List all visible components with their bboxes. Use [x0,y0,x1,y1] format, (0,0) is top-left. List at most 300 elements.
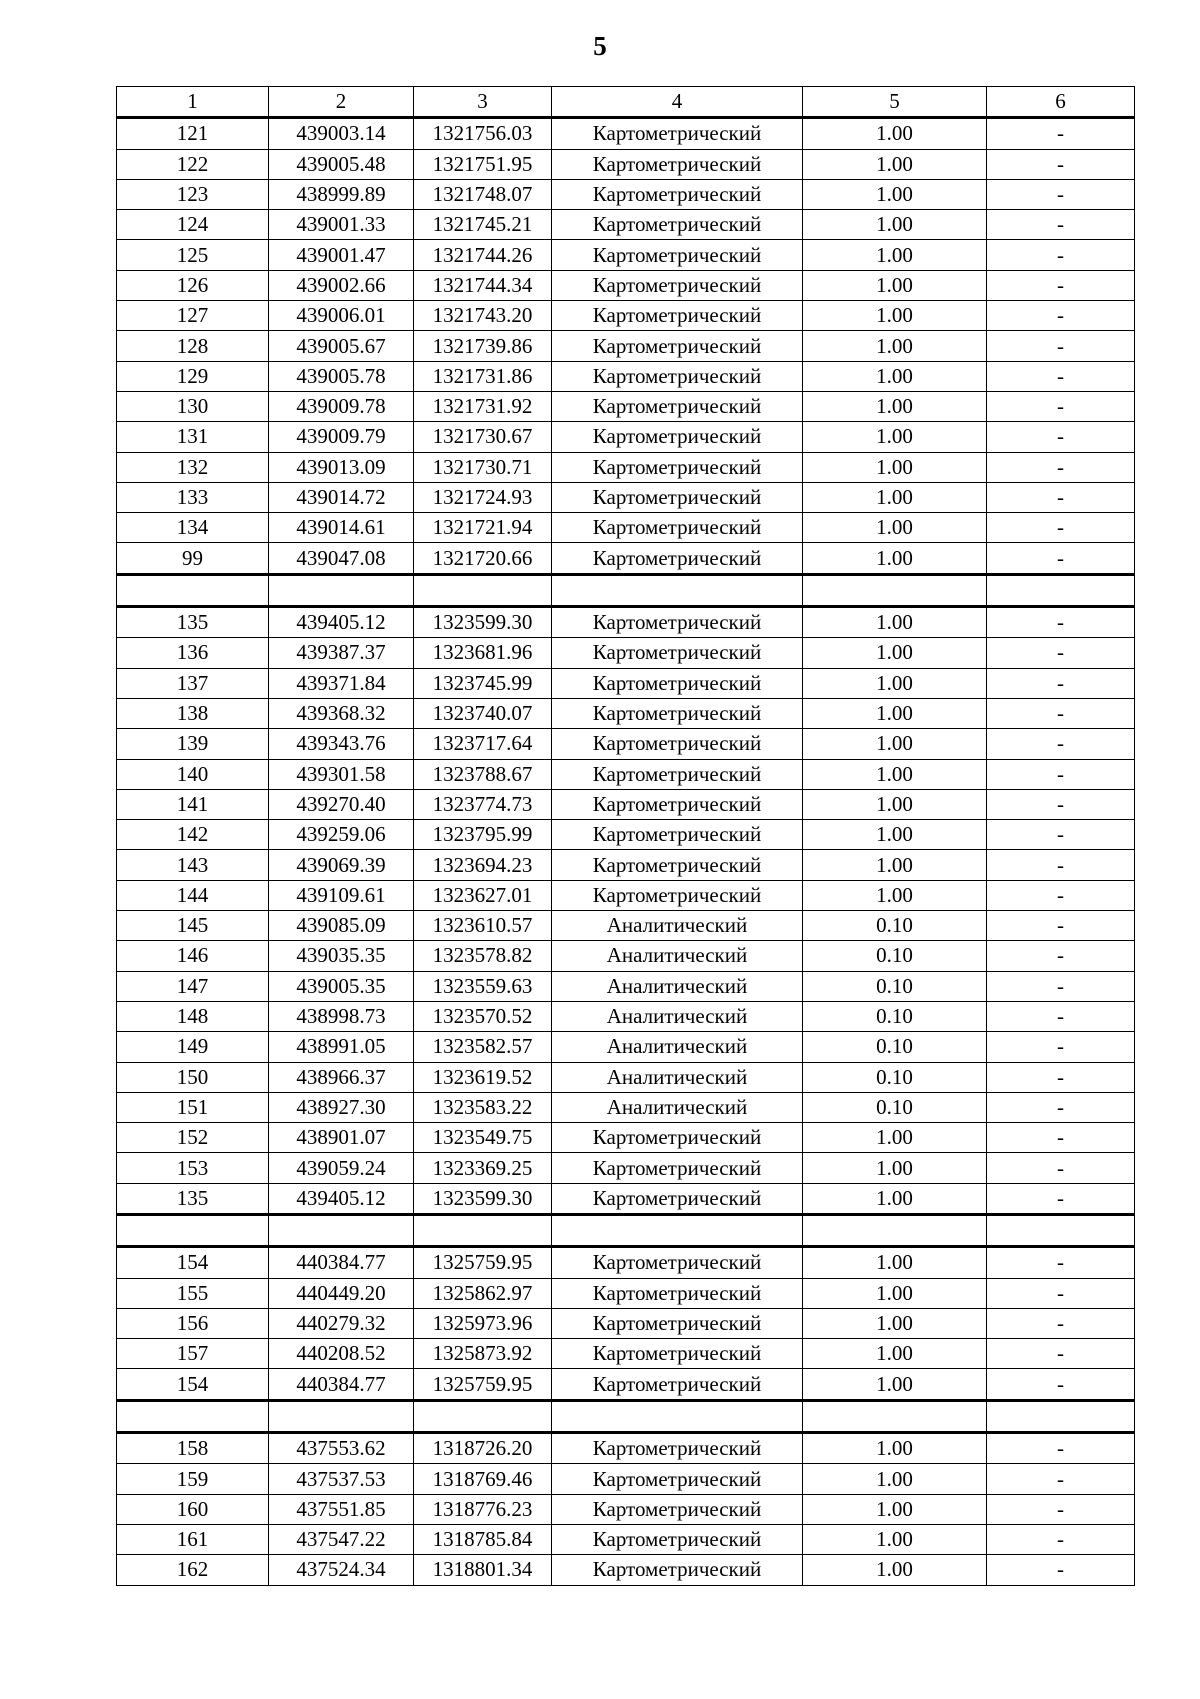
accuracy-cell: 1.00 [803,361,987,391]
method-cell: Картометрический [552,1339,803,1369]
accuracy-cell: 1.00 [803,240,987,270]
method-cell: Картометрический [552,118,803,149]
y-coordinate-cell: 1323774.73 [414,789,552,819]
x-coordinate-cell: 439259.06 [269,820,414,850]
x-coordinate-cell [269,1400,414,1432]
table-row [117,331,1135,361]
point-number-cell: 148 [117,1001,269,1031]
x-coordinate-cell: 439009.79 [269,422,414,452]
accuracy-cell: 1.00 [803,820,987,850]
method-cell: Картометрический [552,1123,803,1153]
point-number-cell: 139 [117,729,269,759]
table-row [117,482,1135,512]
method-cell: Картометрический [552,543,803,574]
method-cell: Картометрический [552,698,803,728]
y-coordinate-cell: 1325873.92 [414,1339,552,1369]
description-cell: - [987,1092,1135,1122]
accuracy-cell: 1.00 [803,422,987,452]
description-cell: - [987,361,1135,391]
point-number-cell: 122 [117,149,269,179]
point-number-cell: 141 [117,789,269,819]
y-coordinate-cell: 1325759.95 [414,1247,552,1278]
point-number-cell: 151 [117,1092,269,1122]
table-row [117,1153,1135,1183]
coordinates-table-body [117,87,1135,1586]
y-coordinate-cell: 1321730.71 [414,452,552,482]
y-coordinate-cell: 1321751.95 [414,149,552,179]
accuracy-cell: 1.00 [803,301,987,331]
y-coordinate-cell: 1321744.26 [414,240,552,270]
description-cell: - [987,850,1135,880]
accuracy-cell: 1.00 [803,1464,987,1494]
description-cell: - [987,1555,1135,1585]
accuracy-cell: 1.00 [803,729,987,759]
point-number-cell: 138 [117,698,269,728]
header-cell: 4 [552,87,803,118]
description-cell: - [987,698,1135,728]
description-cell: - [987,789,1135,819]
y-coordinate-cell: 1323599.30 [414,1183,552,1214]
method-cell: Аналитический [552,941,803,971]
accuracy-cell: 1.00 [803,1278,987,1308]
method-cell: Аналитический [552,911,803,941]
accuracy-cell: 0.10 [803,1062,987,1092]
method-cell: Аналитический [552,1062,803,1092]
point-number-cell: 136 [117,638,269,668]
description-cell: - [987,422,1135,452]
accuracy-cell: 1.00 [803,149,987,179]
y-coordinate-cell: 1323745.99 [414,668,552,698]
x-coordinate-cell: 438998.73 [269,1001,414,1031]
method-cell: Аналитический [552,1001,803,1031]
x-coordinate-cell [269,574,414,606]
x-coordinate-cell: 439368.32 [269,698,414,728]
point-number-cell: 127 [117,301,269,331]
accuracy-cell: 1.00 [803,1247,987,1278]
table-row [117,607,1135,638]
x-coordinate-cell: 439069.39 [269,850,414,880]
table-row [117,911,1135,941]
accuracy-cell: 1.00 [803,1494,987,1524]
table-row [117,149,1135,179]
point-number-cell: 129 [117,361,269,391]
description-cell: - [987,971,1135,1001]
method-cell: Картометрический [552,301,803,331]
accuracy-cell: 1.00 [803,638,987,668]
accuracy-cell: 0.10 [803,1032,987,1062]
y-coordinate-cell: 1318726.20 [414,1433,552,1464]
table-row [117,698,1135,728]
accuracy-cell: 1.00 [803,1123,987,1153]
point-number-cell: 140 [117,759,269,789]
method-cell: Картометрический [552,1247,803,1278]
point-number-cell: 161 [117,1524,269,1554]
x-coordinate-cell: 439035.35 [269,941,414,971]
point-number-cell: 146 [117,941,269,971]
description-cell: - [987,240,1135,270]
accuracy-cell: 1.00 [803,270,987,300]
y-coordinate-cell: 1323549.75 [414,1123,552,1153]
method-cell: Картометрический [552,1494,803,1524]
y-coordinate-cell: 1321756.03 [414,118,552,149]
description-cell: - [987,1308,1135,1338]
coordinates-table [116,86,1135,1586]
accuracy-cell: 1.00 [803,1308,987,1338]
accuracy-cell: 1.00 [803,1183,987,1214]
x-coordinate-cell: 437524.34 [269,1555,414,1585]
accuracy-cell: 1.00 [803,391,987,421]
x-coordinate-cell: 437547.22 [269,1524,414,1554]
point-number-cell: 154 [117,1247,269,1278]
description-cell: - [987,607,1135,638]
y-coordinate-cell: 1321731.92 [414,391,552,421]
table-row [117,118,1135,149]
accuracy-cell: 1.00 [803,1555,987,1585]
point-number-cell: 158 [117,1433,269,1464]
method-cell: Картометрический [552,1464,803,1494]
method-cell: Картометрический [552,482,803,512]
accuracy-cell: 0.10 [803,1001,987,1031]
description-cell: - [987,668,1135,698]
point-number-cell: 99 [117,543,269,574]
x-coordinate-cell [269,1214,414,1246]
accuracy-cell: 1.00 [803,1433,987,1464]
point-number-cell: 154 [117,1369,269,1400]
table-row [117,210,1135,240]
method-cell: Картометрический [552,607,803,638]
y-coordinate-cell: 1325973.96 [414,1308,552,1338]
table-row [117,1464,1135,1494]
table-header-row [117,87,1135,118]
accuracy-cell: 1.00 [803,607,987,638]
accuracy-cell [803,1400,987,1432]
method-cell: Картометрический [552,270,803,300]
accuracy-cell: 0.10 [803,1092,987,1122]
y-coordinate-cell: 1323599.30 [414,607,552,638]
accuracy-cell: 1.00 [803,210,987,240]
description-cell: - [987,513,1135,543]
x-coordinate-cell: 439003.14 [269,118,414,149]
point-number-cell: 160 [117,1494,269,1524]
accuracy-cell: 1.00 [803,1369,987,1400]
point-number-cell [117,1214,269,1246]
accuracy-cell: 1.00 [803,482,987,512]
point-number-cell: 152 [117,1123,269,1153]
table-row [117,638,1135,668]
point-number-cell: 150 [117,1062,269,1092]
description-cell: - [987,1339,1135,1369]
description-cell: - [987,1247,1135,1278]
accuracy-cell: 1.00 [803,331,987,361]
description-cell: - [987,1001,1135,1031]
method-cell: Картометрический [552,240,803,270]
point-number-cell: 142 [117,820,269,850]
table-row [117,759,1135,789]
description-cell: - [987,391,1135,421]
x-coordinate-cell: 439009.78 [269,391,414,421]
table-row [117,789,1135,819]
table-row [117,240,1135,270]
accuracy-cell: 0.10 [803,941,987,971]
x-coordinate-cell: 438966.37 [269,1062,414,1092]
x-coordinate-cell: 439405.12 [269,607,414,638]
method-cell [552,1400,803,1432]
accuracy-cell [803,574,987,606]
y-coordinate-cell: 1323694.23 [414,850,552,880]
description-cell: - [987,941,1135,971]
y-coordinate-cell: 1321739.86 [414,331,552,361]
header-cell: 3 [414,87,552,118]
table-row [117,452,1135,482]
y-coordinate-cell: 1323582.57 [414,1032,552,1062]
method-cell: Картометрический [552,1433,803,1464]
point-number-cell: 125 [117,240,269,270]
x-coordinate-cell: 437553.62 [269,1433,414,1464]
point-number-cell: 145 [117,911,269,941]
x-coordinate-cell: 439013.09 [269,452,414,482]
y-coordinate-cell: 1321721.94 [414,513,552,543]
description-cell: - [987,331,1135,361]
y-coordinate-cell: 1323795.99 [414,820,552,850]
x-coordinate-cell: 440384.77 [269,1247,414,1278]
x-coordinate-cell: 439270.40 [269,789,414,819]
y-coordinate-cell: 1321724.93 [414,482,552,512]
table-row [117,179,1135,209]
description-cell: - [987,270,1135,300]
y-coordinate-cell [414,574,552,606]
x-coordinate-cell: 439014.61 [269,513,414,543]
description-cell: - [987,1278,1135,1308]
table-row [117,301,1135,331]
x-coordinate-cell: 439005.78 [269,361,414,391]
method-cell: Аналитический [552,1092,803,1122]
table-row [117,422,1135,452]
method-cell: Картометрический [552,361,803,391]
table-row [117,1308,1135,1338]
point-number-cell: 137 [117,668,269,698]
y-coordinate-cell: 1321743.20 [414,301,552,331]
method-cell: Картометрический [552,1153,803,1183]
table-row [117,1524,1135,1554]
description-cell: - [987,543,1135,574]
y-coordinate-cell: 1323681.96 [414,638,552,668]
description-cell: - [987,1524,1135,1554]
table-row [117,1032,1135,1062]
accuracy-cell: 1.00 [803,789,987,819]
y-coordinate-cell: 1323559.63 [414,971,552,1001]
method-cell: Картометрический [552,391,803,421]
point-number-cell: 162 [117,1555,269,1585]
description-cell [987,574,1135,606]
table-row [117,850,1135,880]
y-coordinate-cell: 1323570.52 [414,1001,552,1031]
description-cell: - [987,1494,1135,1524]
x-coordinate-cell: 440208.52 [269,1339,414,1369]
page-number: 5 [593,31,607,61]
y-coordinate-cell: 1323369.25 [414,1153,552,1183]
method-cell: Картометрический [552,759,803,789]
point-number-cell: 143 [117,850,269,880]
point-number-cell: 134 [117,513,269,543]
y-coordinate-cell: 1323578.82 [414,941,552,971]
x-coordinate-cell: 438999.89 [269,179,414,209]
table-row [117,543,1135,574]
table-row [117,391,1135,421]
table-row [117,668,1135,698]
point-number-cell: 121 [117,118,269,149]
method-cell: Картометрический [552,513,803,543]
table-row [117,513,1135,543]
y-coordinate-cell: 1321730.67 [414,422,552,452]
x-coordinate-cell: 439059.24 [269,1153,414,1183]
y-coordinate-cell: 1323610.57 [414,911,552,941]
table-row [117,941,1135,971]
description-cell: - [987,149,1135,179]
accuracy-cell [803,1214,987,1246]
method-cell: Картометрический [552,210,803,240]
accuracy-cell: 1.00 [803,880,987,910]
method-cell: Картометрический [552,1555,803,1585]
point-number-cell: 132 [117,452,269,482]
table-row [117,1339,1135,1369]
accuracy-cell: 1.00 [803,1153,987,1183]
y-coordinate-cell: 1321731.86 [414,361,552,391]
point-number-cell: 149 [117,1032,269,1062]
description-cell: - [987,1433,1135,1464]
table-row [117,1369,1135,1400]
method-cell: Картометрический [552,789,803,819]
x-coordinate-cell: 440384.77 [269,1369,414,1400]
table-row [117,361,1135,391]
y-coordinate-cell: 1318769.46 [414,1464,552,1494]
point-number-cell: 156 [117,1308,269,1338]
method-cell: Картометрический [552,149,803,179]
method-cell: Картометрический [552,331,803,361]
point-number-cell: 135 [117,607,269,638]
description-cell: - [987,880,1135,910]
description-cell: - [987,1369,1135,1400]
method-cell: Картометрический [552,422,803,452]
point-number-cell: 147 [117,971,269,1001]
description-cell: - [987,452,1135,482]
accuracy-cell: 1.00 [803,850,987,880]
y-coordinate-cell: 1323619.52 [414,1062,552,1092]
accuracy-cell: 1.00 [803,513,987,543]
description-cell: - [987,179,1135,209]
y-coordinate-cell: 1325862.97 [414,1278,552,1308]
method-cell: Картометрический [552,179,803,209]
header-cell: 5 [803,87,987,118]
y-coordinate-cell: 1321720.66 [414,543,552,574]
accuracy-cell: 1.00 [803,118,987,149]
method-cell: Аналитический [552,1032,803,1062]
accuracy-cell: 1.00 [803,1524,987,1554]
y-coordinate-cell: 1323740.07 [414,698,552,728]
table-row [117,820,1135,850]
description-cell: - [987,1032,1135,1062]
table-row [117,1247,1135,1278]
x-coordinate-cell: 439005.48 [269,149,414,179]
x-coordinate-cell: 438991.05 [269,1032,414,1062]
x-coordinate-cell: 439301.58 [269,759,414,789]
point-number-cell: 157 [117,1339,269,1369]
accuracy-cell: 1.00 [803,668,987,698]
point-number-cell: 159 [117,1464,269,1494]
x-coordinate-cell: 439005.67 [269,331,414,361]
y-coordinate-cell: 1323627.01 [414,880,552,910]
x-coordinate-cell: 437551.85 [269,1494,414,1524]
x-coordinate-cell: 440279.32 [269,1308,414,1338]
y-coordinate-cell [414,1400,552,1432]
y-coordinate-cell: 1323717.64 [414,729,552,759]
table-row [117,1183,1135,1214]
description-cell: - [987,1183,1135,1214]
accuracy-cell: 1.00 [803,179,987,209]
method-cell: Картометрический [552,1369,803,1400]
table-row [117,1278,1135,1308]
y-coordinate-cell: 1325759.95 [414,1369,552,1400]
description-cell: - [987,482,1135,512]
point-number-cell: 131 [117,422,269,452]
accuracy-cell: 0.10 [803,971,987,1001]
y-coordinate-cell: 1321745.21 [414,210,552,240]
method-cell: Картометрический [552,729,803,759]
accuracy-cell: 1.00 [803,759,987,789]
table-row [117,1062,1135,1092]
x-coordinate-cell: 437537.53 [269,1464,414,1494]
y-coordinate-cell [414,1214,552,1246]
table-row [117,971,1135,1001]
method-cell [552,574,803,606]
x-coordinate-cell: 438901.07 [269,1123,414,1153]
table-row [117,1433,1135,1464]
point-number-cell: 153 [117,1153,269,1183]
x-coordinate-cell: 439371.84 [269,668,414,698]
y-coordinate-cell: 1318801.34 [414,1555,552,1585]
point-number-cell [117,1400,269,1432]
x-coordinate-cell: 440449.20 [269,1278,414,1308]
description-cell [987,1214,1135,1246]
x-coordinate-cell: 439047.08 [269,543,414,574]
x-coordinate-cell: 439387.37 [269,638,414,668]
description-cell: - [987,1153,1135,1183]
table-row [117,1092,1135,1122]
accuracy-cell: 1.00 [803,452,987,482]
point-number-cell: 133 [117,482,269,512]
description-cell: - [987,1123,1135,1153]
y-coordinate-cell: 1321744.34 [414,270,552,300]
y-coordinate-cell: 1321748.07 [414,179,552,209]
header-cell: 2 [269,87,414,118]
separator-row [117,1400,1135,1432]
method-cell: Картометрический [552,820,803,850]
method-cell: Аналитический [552,971,803,1001]
description-cell: - [987,729,1135,759]
accuracy-cell: 1.00 [803,1339,987,1369]
method-cell: Картометрический [552,1278,803,1308]
description-cell: - [987,301,1135,331]
table-row [117,1555,1135,1585]
point-number-cell: 135 [117,1183,269,1214]
accuracy-cell: 0.10 [803,911,987,941]
point-number-cell: 124 [117,210,269,240]
point-number-cell: 144 [117,880,269,910]
point-number-cell: 130 [117,391,269,421]
description-cell: - [987,911,1135,941]
table-row [117,729,1135,759]
method-cell: Картометрический [552,1308,803,1338]
point-number-cell: 123 [117,179,269,209]
